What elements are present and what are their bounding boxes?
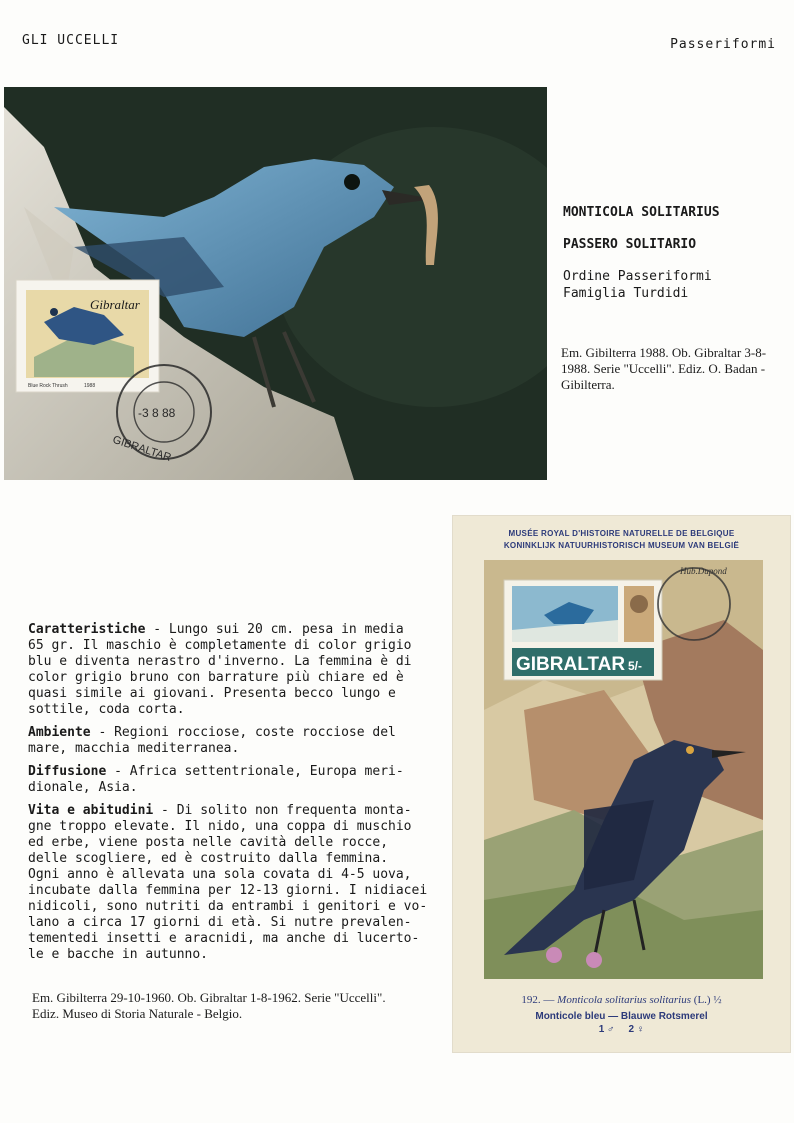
caption-author: (L.) <box>693 994 711 1006</box>
description-paragraph <box>28 622 428 718</box>
issue-note-1: Em. Gibilterra 1988. Ob. Gibraltar 3-8-1988. Serie "Uccelli". Ediz. O. Badan - Gibilterra. <box>561 345 767 392</box>
description-paragraph <box>28 725 428 757</box>
sex-female: 2 ♀ <box>628 1024 645 1035</box>
scientific-name: MONTICOLA SOLITARIUS <box>563 205 720 220</box>
artist-signature: Hub.Dupond <box>680 566 727 576</box>
vernacular-names: Monticole bleu — Blauwe Rotsmerel <box>535 1011 708 1022</box>
description-text: - Di solito non frequenta monta- gne troppo elevate. Il nido, una coppa di muschio ed erbe, viene posta nelle cavità delle rocce, delle scogliere, ed è costruito dalla femmina. Ogni anno è allevata una sola covata di 4-5 uova, incubate dalla femmina per 12-13 giorni. I nidiacei nidicoli, sono nutriti da entrambi i genitori e vo- lano a circa 17 giorni di età. Si nutre prevalen- tementedi insetti e aracnidi, ma anche di lucerto- le e bacche in autunno. <box>28 803 428 962</box>
description-label: Vita e abitudini <box>28 803 154 818</box>
issue-note-2: Em. Gibilterra 29-10-1960. Ob. Gibraltar 1-8-1962. Serie "Uccelli". Ediz. Museo di Storia Naturale - Belgio. <box>32 990 386 1021</box>
description <box>28 622 428 970</box>
museum-header-nl: KONINKLIJK NATUURHISTORISCH MUSEUM VAN BELGIË <box>503 541 740 550</box>
stamp-year-1: 1988 <box>84 383 96 389</box>
postcard-2-illustration <box>484 560 763 979</box>
stamp-caption-1: Blue Rock Thrush <box>28 383 68 389</box>
description-label: Ambiente <box>28 725 91 740</box>
stamp-country-2: GIBRALTAR <box>516 654 626 675</box>
description-label: Diffusione <box>28 764 107 779</box>
stamp-value-2: 5/- <box>628 659 643 673</box>
description-paragraph <box>28 764 428 796</box>
taxonomy-order: Ordine Passeriformi <box>563 269 712 284</box>
stamp-country-1: Gibraltar <box>90 297 140 312</box>
postmark-text-1: GIBRALTAR <box>111 433 173 465</box>
description-text: - Lungo sui 20 cm. pesa in media 65 gr. Il maschio è completamente di color grigio blu e diventa nerastro d'inverno. La femmina è di color grigio bruno con barrature più chiare ed è quasi simile ai giovani. Presenta becco lungo e sottile, coda corta. <box>28 622 412 717</box>
postcard-1-photo <box>4 87 547 480</box>
sex-legend <box>453 1024 790 1035</box>
description-paragraph <box>28 803 428 963</box>
caption-species: Monticola solitarius solitarius <box>557 994 692 1006</box>
description-text: - Regioni rocciose, coste rocciose del mare, macchia mediterranea. <box>28 725 396 756</box>
postcard-1 <box>4 87 547 480</box>
taxonomy-family: Famiglia Turdidi <box>563 286 689 301</box>
museum-header-fr: MUSÉE ROYAL D'HISTOIRE NATURELLE DE BELGIQUE <box>508 529 735 538</box>
illustration-caption <box>453 994 790 1006</box>
postmark-date-1: -3 8 88 <box>138 406 176 420</box>
postcard-2 <box>453 516 790 1052</box>
description-label: Caratteristiche <box>28 622 146 637</box>
description-text: - Africa settentrionale, Europa meri- dionale, Asia. <box>28 764 404 795</box>
page-header-right: Passeriformi <box>670 37 776 52</box>
page-header-left: GLI UCCELLI <box>22 33 120 48</box>
caption-number: 192. — <box>521 994 555 1006</box>
common-name: PASSERO SOLITARIO <box>563 237 697 252</box>
sex-male: 1 ♂ <box>598 1024 615 1035</box>
caption-scale: ½ <box>713 994 722 1006</box>
